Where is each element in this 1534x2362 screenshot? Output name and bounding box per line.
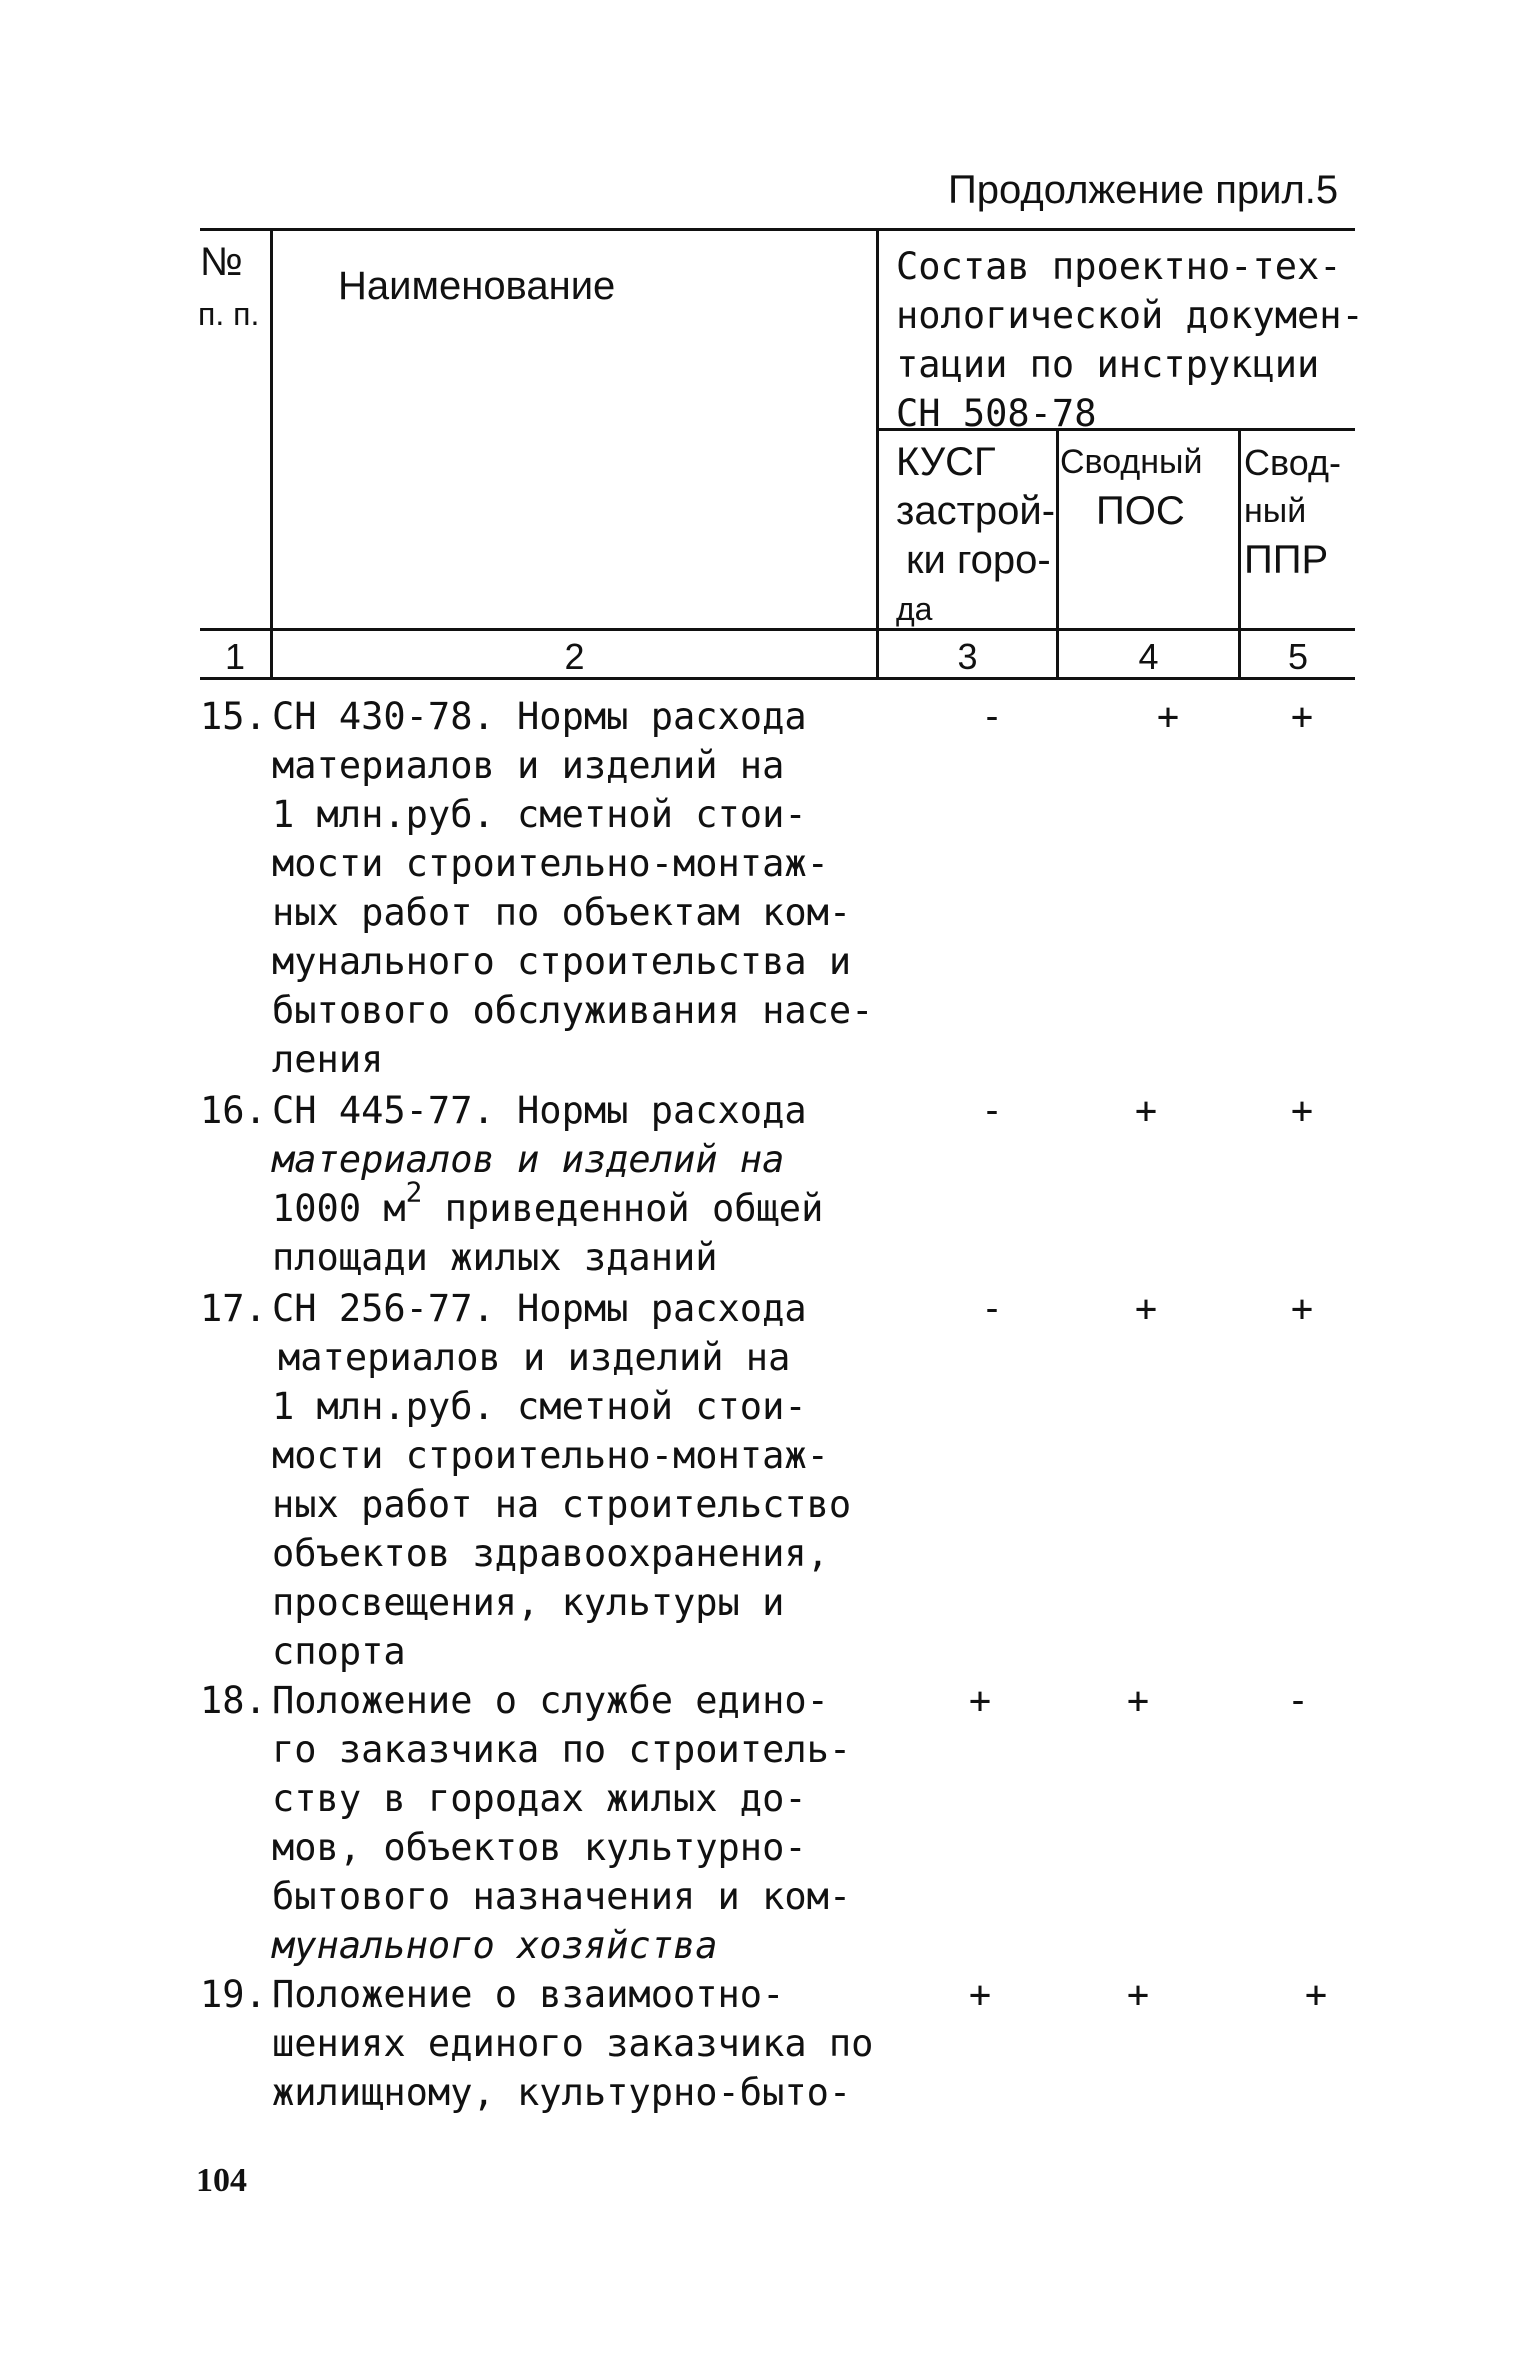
row-text-line: бытового обслуживания насе- — [272, 989, 874, 1032]
row-text-fragment: приведенной общей — [422, 1187, 824, 1230]
column-number: 3 — [957, 636, 978, 677]
row-text — [272, 1284, 851, 1676]
mark-pos: + — [1134, 1287, 1158, 1330]
mark-pos: + — [1126, 1679, 1150, 1722]
row-text-line: мунального хозяйства — [272, 1924, 718, 1967]
mark-ppr: + — [1304, 1973, 1328, 2016]
header-ppr — [1244, 438, 1341, 585]
header-pos-line: ПОС — [1096, 489, 1185, 533]
row-text-line: площади жилых зданий — [272, 1236, 718, 1279]
row-text-line: СН 256-77. Нормы расхода — [272, 1287, 807, 1330]
header-name-label: Наименование — [338, 264, 616, 308]
table-caption: Продолжение прил.5 — [948, 168, 1339, 212]
row-text-line: мов, объектов культурно- — [272, 1826, 807, 1869]
header-ppr-line: ный — [1244, 492, 1307, 530]
header-ppr-line: ППР — [1244, 538, 1329, 582]
row-text-line: бытового назначения и ком- — [272, 1875, 852, 1918]
row-text-line: материалов и изделий на — [272, 744, 785, 787]
header-pos — [1060, 438, 1202, 536]
header-number-label-2: п. п. — [198, 296, 260, 332]
header-kusg-line: ки горо- — [906, 538, 1051, 582]
row-number: 19. — [200, 1973, 267, 2016]
row-text-line: ных работ по объектам ком- — [272, 891, 852, 934]
col-divider-2 — [876, 228, 879, 680]
row-number: 17. — [200, 1287, 267, 1330]
superscript: 2 — [405, 1175, 423, 1209]
mark-ppr: - — [1286, 1679, 1310, 1722]
row-text-line: СН 445-77. Нормы расхода — [272, 1089, 807, 1132]
header-kusg-line: застрой- — [896, 489, 1056, 533]
column-number: 4 — [1138, 636, 1159, 677]
row-text-line: материалов и изделий на — [278, 1336, 791, 1379]
mark-kusg: - — [980, 695, 1004, 738]
column-number: 5 — [1287, 636, 1309, 677]
row-text-line: просвещения, культуры и — [272, 1581, 785, 1624]
header-bottom-rule — [200, 628, 1355, 631]
row-text-line: спорта — [272, 1630, 406, 1673]
row-text-line: мости строительно-монтаж- — [272, 842, 829, 885]
header-number-label: № — [200, 240, 243, 284]
row-text-line: 1 млн.руб. сметной стои- — [272, 793, 807, 836]
mark-kusg: - — [980, 1089, 1004, 1132]
row-text-line: Положение о службе едино- — [272, 1679, 829, 1722]
row-text-fragment: 1000 м — [272, 1187, 406, 1230]
column-number: 2 — [564, 636, 585, 677]
row-text-line: мунального строительства и — [272, 940, 852, 983]
row-text — [272, 1676, 851, 1970]
row-number: 16. — [200, 1089, 267, 1132]
row-text — [272, 692, 873, 1084]
header-kusg-line: да — [896, 591, 933, 627]
header-kusg-line: КУСГ — [896, 440, 996, 484]
row-text-line: Положение о взаимоотно- — [272, 1973, 785, 2016]
mark-pos: + — [1156, 695, 1180, 738]
row-text-line: ных работ на строительство — [272, 1483, 852, 1526]
mark-kusg: + — [968, 1679, 992, 1722]
column-number: 1 — [224, 636, 246, 677]
row-text — [272, 1086, 823, 1282]
mark-ppr: + — [1290, 695, 1314, 738]
row-text-line: шениях единого заказчика по — [272, 2022, 874, 2065]
row-text-line: 1 млн.руб. сметной стои- — [272, 1385, 807, 1428]
header-composition-line: СН 508-78 — [896, 392, 1097, 435]
mark-ppr: + — [1290, 1089, 1314, 1132]
header-composition — [896, 242, 1364, 438]
header-pos-line: Сводный — [1060, 443, 1203, 481]
col-divider-1 — [270, 228, 273, 680]
row-text-line: жилищному, культурно-быто- — [272, 2071, 852, 2114]
row-number: 18. — [200, 1679, 267, 1722]
row-text-line: мости строительно-монтаж- — [272, 1434, 829, 1477]
mark-pos: + — [1134, 1089, 1158, 1132]
mark-pos: + — [1126, 1973, 1150, 2016]
row-text-line: го заказчика по строитель- — [272, 1728, 852, 1771]
header-composition-line: тации по инструкции — [896, 343, 1320, 386]
table-top-rule — [200, 228, 1355, 231]
mark-kusg: + — [968, 1973, 992, 2016]
row-text-line: объектов здравоохранения, — [272, 1532, 829, 1575]
header-ppr-line: Свод- — [1244, 442, 1341, 483]
mark-ppr: + — [1290, 1287, 1314, 1330]
header-composition-line: нологической докумен- — [896, 294, 1364, 337]
row-text-line: ления — [272, 1038, 384, 1081]
page-number: 104 — [196, 2162, 247, 2199]
header-composition-line: Состав проектно-тех- — [896, 245, 1342, 288]
row-text — [272, 1970, 873, 2117]
row-text-line: материалов и изделий на — [272, 1138, 785, 1181]
row-number: 15. — [200, 695, 267, 738]
row-text-line: СН 430-78. Нормы расхода — [272, 695, 807, 738]
row-text-line: ству в городах жилых до- — [272, 1777, 807, 1820]
header-kusg — [896, 438, 1055, 634]
mark-kusg: - — [980, 1287, 1004, 1330]
